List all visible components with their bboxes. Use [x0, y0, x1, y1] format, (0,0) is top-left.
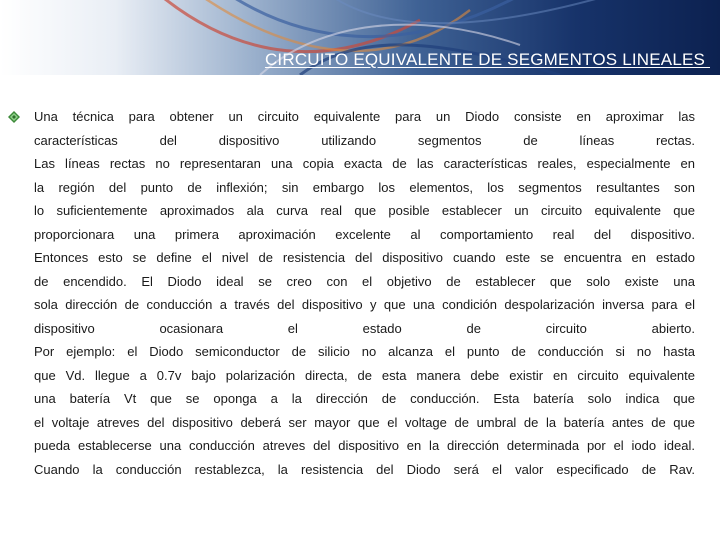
text-line: dispositivo ocasionara el estado de circuito abierto. — [34, 320, 695, 336]
text-line: una batería Vt que se oponga a la dirección de conducción. Esta batería solo indica que — [34, 391, 695, 406]
text-line: Las líneas rectas no representaran una copia exacta de las características reales, especialmente en — [34, 156, 695, 171]
text-line: la región del punto de inflexión; sin embargo los elementos, los segmentos resultantes son — [34, 179, 695, 195]
body-paragraph — [34, 105, 695, 481]
text-line: pueda establecerse una conducción atreves del dispositivo en la dirección determinada por el iodo ideal. — [34, 438, 695, 453]
text-line: Cuando la conducción restablezca, la resistencia del Diodo será el valor especificado de Rav. — [34, 461, 695, 477]
text-line: que Vd. llegue a 0.7v bajo polarización directa, de esta manera debe existir en circuito equivalente — [34, 367, 695, 383]
text-line: Por ejemplo: el Diodo semiconductor de silicio no alcanza el punto de conducción si no hasta — [34, 344, 695, 359]
text-line: Una técnica para obtener un circuito equivalente para un Diodo consiste en aproximar las — [34, 109, 695, 124]
text-line: proporcionara una primera aproximación excelente al comportamiento real del dispositivo. — [34, 226, 695, 242]
page-title: CIRCUITO EQUIVALENTE DE SEGMENTOS LINEALES — [264, 50, 710, 69]
text-line: Entonces esto se define el nivel de resistencia del dispositivo cuando este se encuentra en estado — [34, 250, 695, 265]
text-line: características del dispositivo utilizando segmentos de líneas rectas. — [34, 132, 695, 148]
text-line: el voltaje atreves del dispositivo deberá ser mayor que el voltage de umbral de la batería antes de que — [34, 414, 695, 430]
text-line: lo suficientemente aproximados ala curva real que posible establecer un circuito equivalente que — [34, 203, 695, 218]
diamond-bullet-icon — [8, 111, 20, 123]
text-line: sola dirección de conducción a través del dispositivo y que una condición despolarización inversa para el — [34, 297, 695, 312]
text-line: de encendido. El Diodo ideal se creo con el objetivo de establecer que solo existe una — [34, 273, 695, 289]
header-banner — [0, 0, 720, 75]
